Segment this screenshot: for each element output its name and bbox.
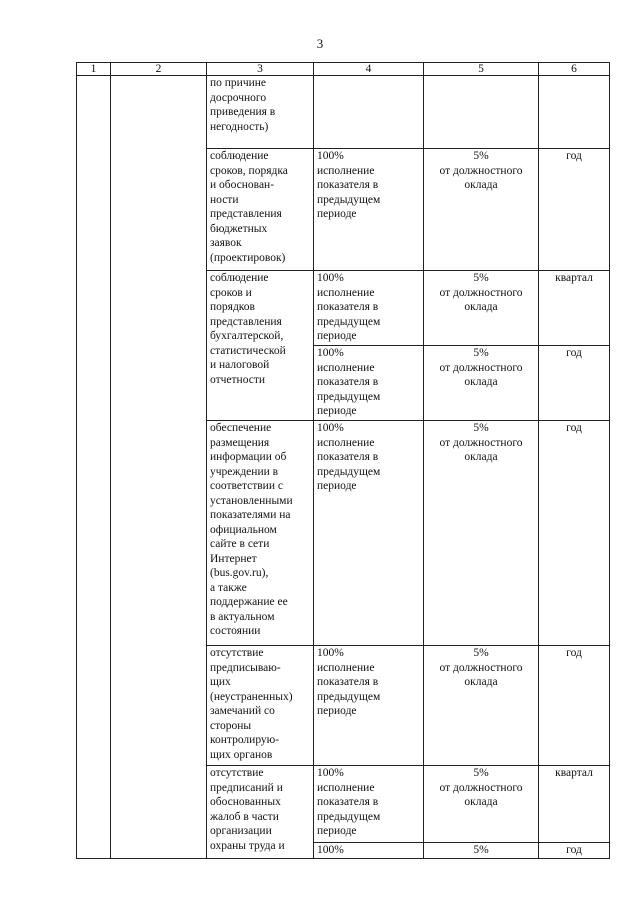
col-header-4: 4 <box>314 63 424 76</box>
criterion-cell: отсутствие предписаний и обоснованных жалоб в части организации охраны труда и <box>207 766 314 859</box>
period-cell: год <box>539 646 610 766</box>
period-cell: год <box>539 843 610 859</box>
table-row <box>77 76 610 149</box>
period-cell: год <box>539 149 610 271</box>
col-header-5: 5 <box>424 63 539 76</box>
indicator-cell: 100% исполнение показателя в предыдущем периоде <box>314 646 424 766</box>
indicator-cell: 100% исполнение показателя в предыдущем периоде <box>314 149 424 271</box>
period-cell: квартал <box>539 766 610 843</box>
payment-cell <box>424 76 539 149</box>
page-number: 3 <box>316 36 324 51</box>
criterion-cell: обеспечение размещения информации об учреждении в соответствии с установленными показателями на официальном сайте в сети Интернет (bus.gov.ru), а также поддержание ее в актуальном состоянии <box>207 421 314 646</box>
criterion-cell: соблюдение сроков и порядков представления бухгалтерской, статистической и налоговой отчетности <box>207 271 314 421</box>
indicator-cell: 100% исполнение показателя в предыдущем периоде <box>314 271 424 346</box>
period-cell: год <box>539 346 610 421</box>
indicator-cell: 100% исполнение показателя в предыдущем периоде <box>314 766 424 843</box>
col-header-6: 6 <box>539 63 610 76</box>
criteria-table <box>76 62 610 859</box>
criterion-cell: по причине досрочного приведения в негодность) <box>207 76 314 149</box>
col-header-1: 1 <box>77 63 111 76</box>
indicator-cell: 100% исполнение показателя в предыдущем периоде <box>314 346 424 421</box>
payment-cell: 5% от должностного оклада <box>424 271 539 346</box>
header-row <box>77 63 610 76</box>
payment-cell: 5% от должностного оклада <box>424 346 539 421</box>
payment-cell: 5% от должностного оклада <box>424 149 539 271</box>
indicator-cell: 100% <box>314 843 424 859</box>
payment-cell: 5% от должностного оклада <box>424 646 539 766</box>
criterion-cell: отсутствие предписываю- щих (неустраненных) замечаний со стороны контролирую- щих органов <box>207 646 314 766</box>
col-header-2: 2 <box>111 63 207 76</box>
indicator-cell <box>314 76 424 149</box>
period-cell <box>539 76 610 149</box>
criterion-cell: соблюдение сроков, порядка и обоснован- ности представления бюджетных заявок (проектировок) <box>207 149 314 271</box>
payment-cell: 5% <box>424 843 539 859</box>
column-1-blank-cell <box>77 76 111 859</box>
payment-cell: 5% от должностного оклада <box>424 766 539 843</box>
period-cell: квартал <box>539 271 610 346</box>
col-header-3: 3 <box>207 63 314 76</box>
period-cell: год <box>539 421 610 646</box>
payment-cell: 5% от должностного оклада <box>424 421 539 646</box>
indicator-cell: 100% исполнение показателя в предыдущем периоде <box>314 421 424 646</box>
column-2-blank-cell <box>111 76 207 859</box>
